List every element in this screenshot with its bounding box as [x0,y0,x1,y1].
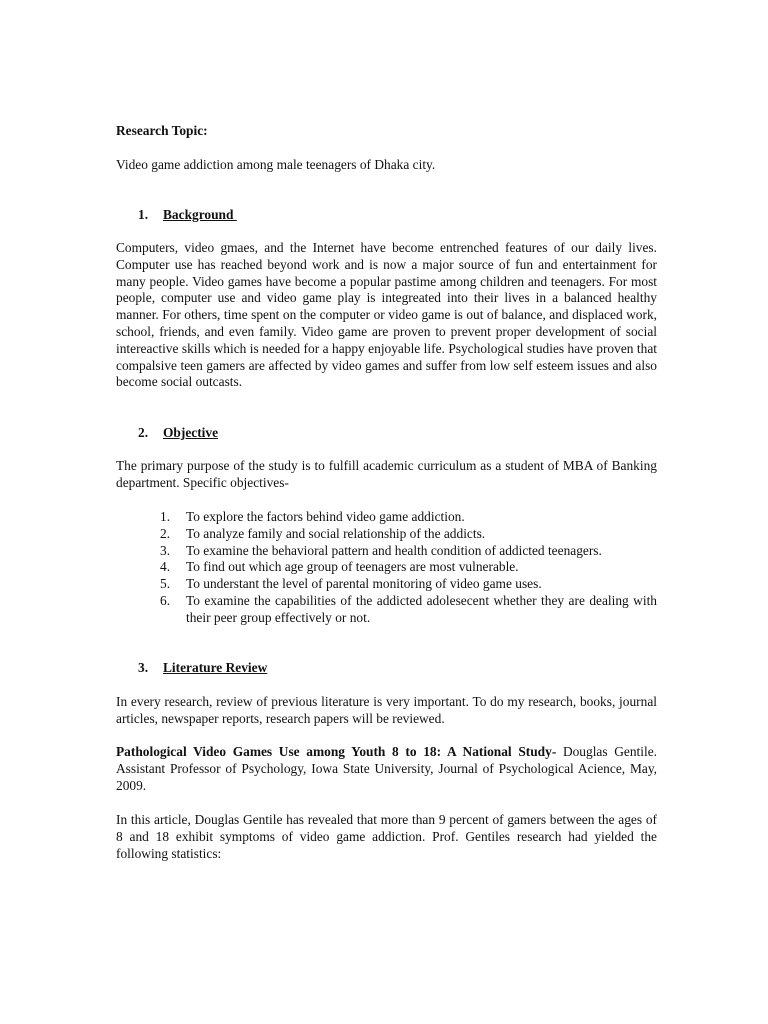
list-item: 4. To find out which age group of teenagers are most vulnerable. [160,559,519,575]
literature-paragraph: In every research, review of previous literature is very important. To do my research, books, journal articles, newspaper reports, research papers will be reviewed. [116,694,657,726]
section-title: Objective [163,425,219,440]
citation-details: Douglas Gentile. Assistant Professor of Psychology, Iowa State University, Journal of Psychological Acience, May, 2009. [116,744,657,793]
list-item: 3. To examine the behavioral pattern and health condition of addicted teenagers. [160,542,602,558]
section-title: Background [163,207,237,222]
section-title: Literature Review [163,660,268,675]
list-item: 6. To examine the capabilities of the addicted adolesecent whether they are dealing with their peer group effectively or not. [160,592,657,625]
section-heading-background [138,207,237,224]
objectives-list [160,509,657,627]
section-heading-objective [138,425,218,442]
research-topic-text: Video game addiction among male teenagers of Dhaka city. [116,157,436,172]
list-item: 2. To analyze family and social relationship of the addicts. [160,525,486,541]
list-item: 1. To explore the factors behind video game addiction. [160,509,465,524]
objective-paragraph: The primary purpose of the study is to fulfill academic curriculum as a student of MBA of Banking department. Specific objectives- [116,458,657,490]
section-number: 1. [138,207,149,222]
section-number: 2. [138,425,149,440]
citation-paragraph [116,744,657,794]
section-heading-literature-review [138,660,267,677]
list-item: 5. To understant the level of parental monitoring of video game uses. [160,576,542,592]
background-paragraph: Computers, video gmaes, and the Internet have become entrenched features of our daily lives. Computer use has reached beyond work and is now a major source of fun and entertainment for many people. Video games have become a popular pastime among children and teenagers. For most people, computer use and video game play is integreated into their lives in a balanced healthy manner. For others, time spent on the computer or video game is out of balance, and displaced work, school, friends, and even family. Video game are proven to prevent proper development of social intereactive skills which is needed for a happy enjoyable life. Psychological studies have proven that compalsive teen gamers are affected by video games and suffer from low self esteem issues and also become social outcasts. [116,240,657,390]
section-number: 3. [138,660,149,675]
citation-title: Pathological Video Games Use among Youth 8 to 18: A National Study- [116,744,557,759]
article-paragraph: In this article, Douglas Gentile has revealed that more than 9 percent of gamers between the ages of 8 and 18 exhibit symptoms of video game addiction. Prof. Gentiles research had yielded the following statistics: [116,812,657,861]
research-topic-label: Research Topic: [116,123,208,138]
